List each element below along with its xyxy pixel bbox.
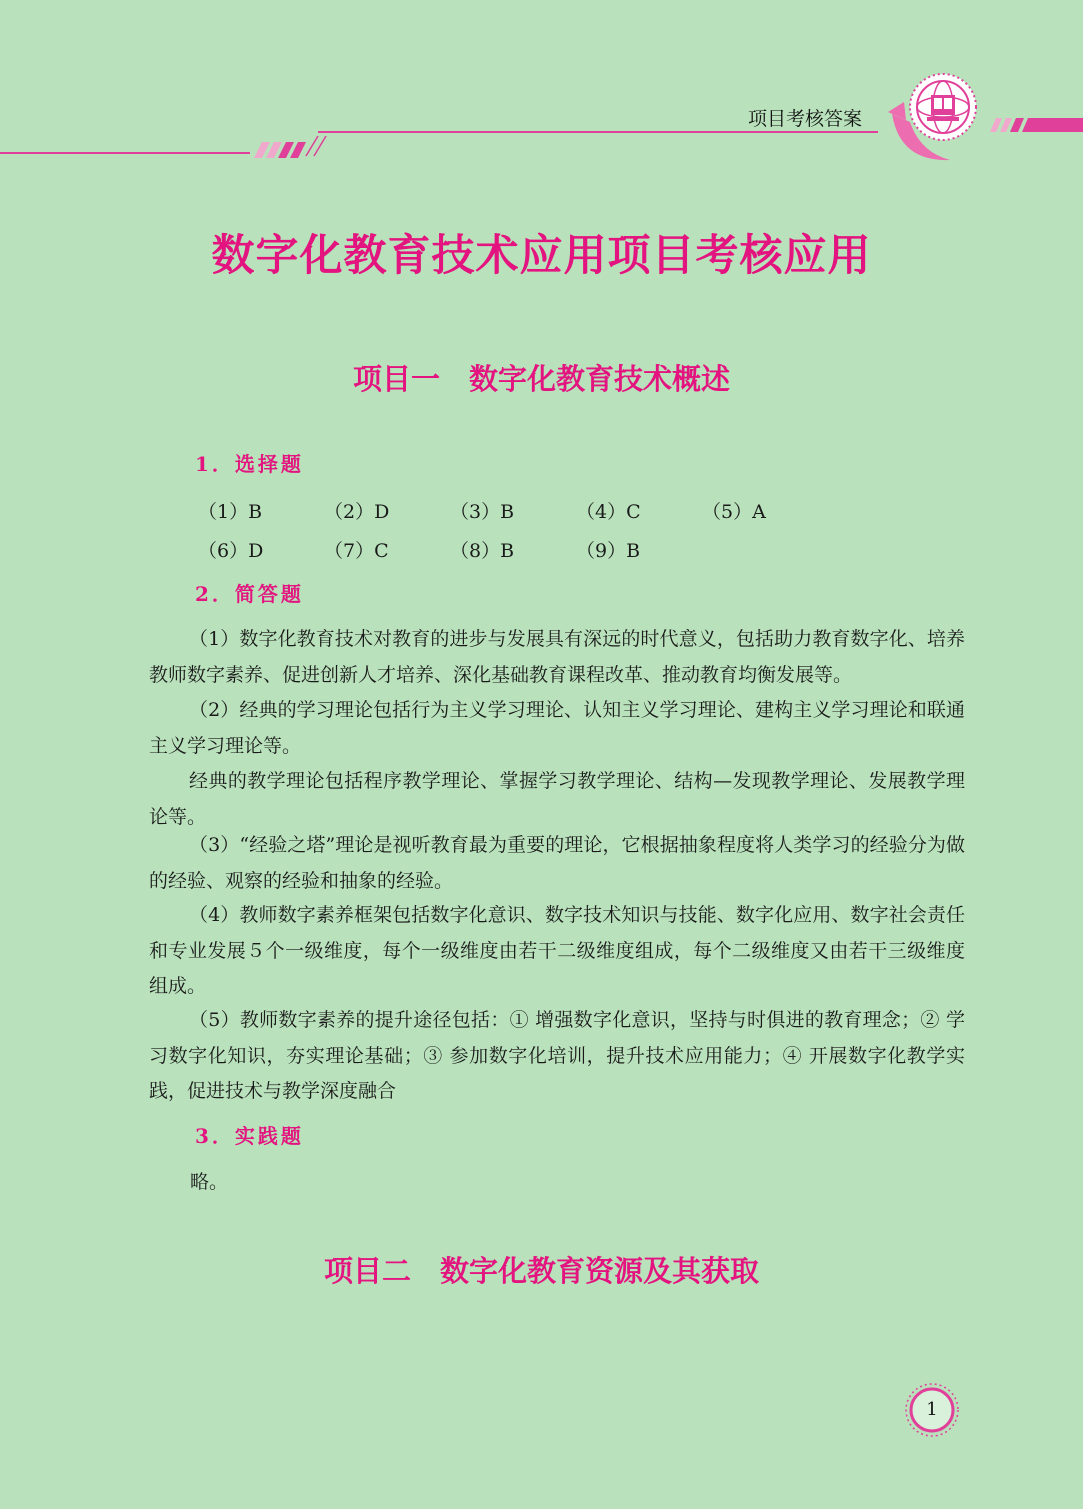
choice-answer: （5）A — [702, 501, 766, 523]
short-answer-paragraph: （3）“经验之塔”理论是视听教育最为重要的理论，它根据抽象程度将人类学习的经验分为做的经验、观察的经验和抽象的经验。 — [149, 834, 965, 892]
choice-answers-grid — [198, 497, 838, 563]
choice-answer: （7）C — [324, 540, 389, 562]
header-right-bar — [990, 114, 1083, 132]
choice-answer: （3）B — [450, 501, 515, 523]
header-rule-right — [318, 131, 878, 133]
header-stripes-decoration — [250, 134, 330, 158]
choice-answer: （9）B — [576, 540, 641, 562]
running-title: 项目考核答案 — [747, 108, 862, 130]
choice-answer: （2）D — [324, 501, 390, 523]
section-title-project-2: 项目二 数字化教育资源及其获取 — [323, 1254, 759, 1288]
choice-answer: （8）B — [450, 540, 515, 562]
short-answer-paragraph: （1）数字化教育技术对教育的进步与发展具有深远的时代意义，包括助力教育数字化、培养教师数字素养、促进创新人才培养、深化基础教育课程改革、推动教育均衡发展等。 — [149, 628, 965, 686]
book-emblem-icon — [880, 62, 990, 170]
header-rule-left — [0, 152, 250, 154]
short-answer-paragraph: （2）经典的学习理论包括行为主义学习理论、认知主义学习理论、建构主义学习理论和联通主义学习理论等。 — [149, 699, 965, 757]
practice-answer: 略。 — [190, 1171, 229, 1193]
short-answer-heading: 2．简答题 — [195, 582, 304, 606]
page-title: 数字化教育技术应用项目考核应用 — [211, 231, 872, 281]
choice-answer: （4）C — [576, 501, 641, 523]
short-answer-paragraph: （4）教师数字素养框架包括数字化意识、数字技术知识与技能、数字化应用、数字社会责任和专业发展５个一级维度，每个一级维度由若干二级维度组成，每个二级维度又由若干三级维度组成。 — [149, 904, 965, 997]
choice-answer: （6）D — [198, 540, 264, 562]
short-answer-paragraph: （5）教师数字素养的提升途径包括：① 增强数字化意识，坚持与时俱进的教育理念；② 学习数字化知识，夯实理论基础；③ 参加数字化培训，提升技术应用能力；④ 开展数字化教学实践，促进技术与教学深度融合 — [149, 1009, 965, 1102]
section-title-project-1: 项目一 数字化教育技术概述 — [352, 362, 730, 396]
practice-heading: 3．实践题 — [195, 1124, 304, 1148]
page-number-badge — [904, 1382, 960, 1438]
page-number: 1 — [926, 1399, 938, 1420]
choice-answer: （1）B — [198, 501, 263, 523]
choice-questions-heading: 1．选择题 — [195, 452, 304, 476]
short-answer-paragraph: 经典的教学理论包括程序教学理论、掌握学习教学理论、结构—发现教学理论、发展教学理论等。 — [149, 770, 965, 828]
